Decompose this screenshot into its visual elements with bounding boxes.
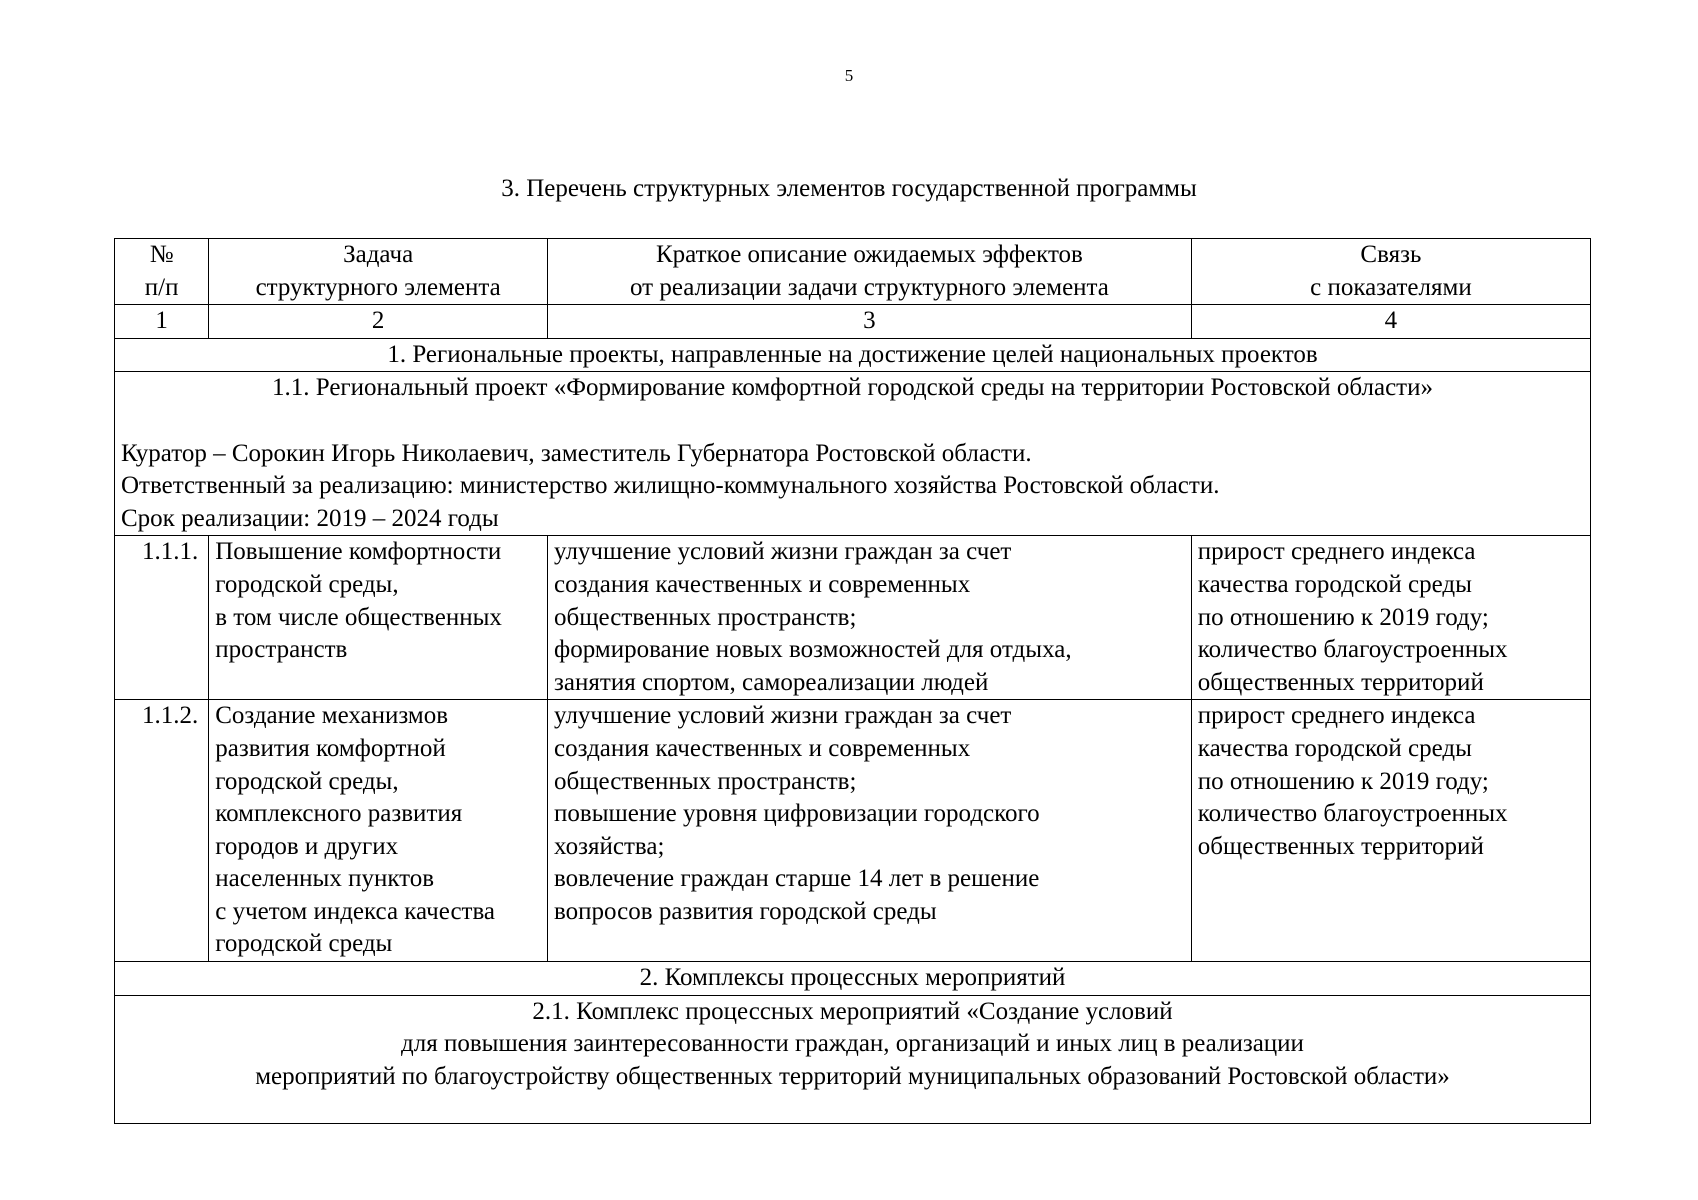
column-number: 4	[1191, 305, 1590, 339]
row-task: Создание механизмов развития комфортной городской среды, комплексного развития городов и других населенных пунктов с учетом индекса качества городской среды	[209, 700, 548, 962]
project-info	[115, 372, 1591, 536]
section-1-title: 1. Региональные проекты, направленные на достижение целей национальных проектов	[115, 338, 1591, 372]
column-number: 3	[548, 305, 1192, 339]
section-2-row	[115, 962, 1591, 996]
table-header-row	[115, 239, 1591, 305]
page-number: 5	[844, 66, 854, 85]
table-row	[115, 700, 1591, 962]
header-number: № п/п	[115, 239, 209, 305]
section-1-row	[115, 338, 1591, 372]
row-task: Повышение комфортности городской среды, в том числе общественных пространств	[209, 536, 548, 700]
project-title: 1.1. Региональный проект «Формирование комфортной городской среды на территории Ростовской области»	[272, 374, 1433, 402]
header-indicators: Связь с показателями	[1191, 239, 1590, 305]
table-row	[115, 536, 1591, 700]
row-effects: улучшение условий жизни граждан за счет создания качественных и современных общественных пространств; повышение уровня цифровизации городского хозяйства; вовлечение граждан старше 14 лет в решение вопросов развития городской среды	[548, 700, 1192, 962]
row-indicators: прирост среднего индекса качества городской среды по отношению к 2019 году; количество благоустроенных общественных территорий	[1191, 536, 1590, 700]
project-curator: Куратор – Сорокин Игорь Николаевич, заместитель Губернатора Ростовской области.	[121, 439, 1032, 467]
project-info-row	[115, 372, 1591, 536]
row-effects: улучшение условий жизни граждан за счет создания качественных и современных общественных пространств; формирование новых возможностей для отдыха, занятия спортом, самореализации людей	[548, 536, 1192, 700]
header-task: Задача структурного элемента	[209, 239, 548, 305]
complex-row	[115, 995, 1591, 1124]
row-number: 1.1.1.	[115, 536, 209, 700]
column-number: 2	[209, 305, 548, 339]
row-indicators: прирост среднего индекса качества городской среды по отношению к 2019 году; количество благоустроенных общественных территорий	[1191, 700, 1590, 962]
project-period: Срок реализации: 2019 – 2024 годы	[121, 504, 499, 532]
document-title: 3. Перечень структурных элементов государственной программы	[501, 175, 1197, 202]
column-number: 1	[115, 305, 209, 339]
project-responsible: Ответственный за реализацию: министерство жилищно-коммунального хозяйства Ростовской области.	[121, 472, 1220, 500]
row-number: 1.1.2.	[115, 700, 209, 962]
section-2-title: 2. Комплексы процессных мероприятий	[115, 962, 1591, 996]
complex-title: 2.1. Комплекс процессных мероприятий «Создание условий для повышения заинтересованности граждан, организаций и иных лиц в реализации мероприятий по благоустройству общественных территорий муниципальных образований Ростовской области»	[115, 995, 1591, 1124]
column-number-row	[115, 305, 1591, 339]
header-effects: Краткое описание ожидаемых эффектов от реализации задачи структурного элемента	[548, 239, 1192, 305]
structural-elements-table	[114, 238, 1591, 1124]
